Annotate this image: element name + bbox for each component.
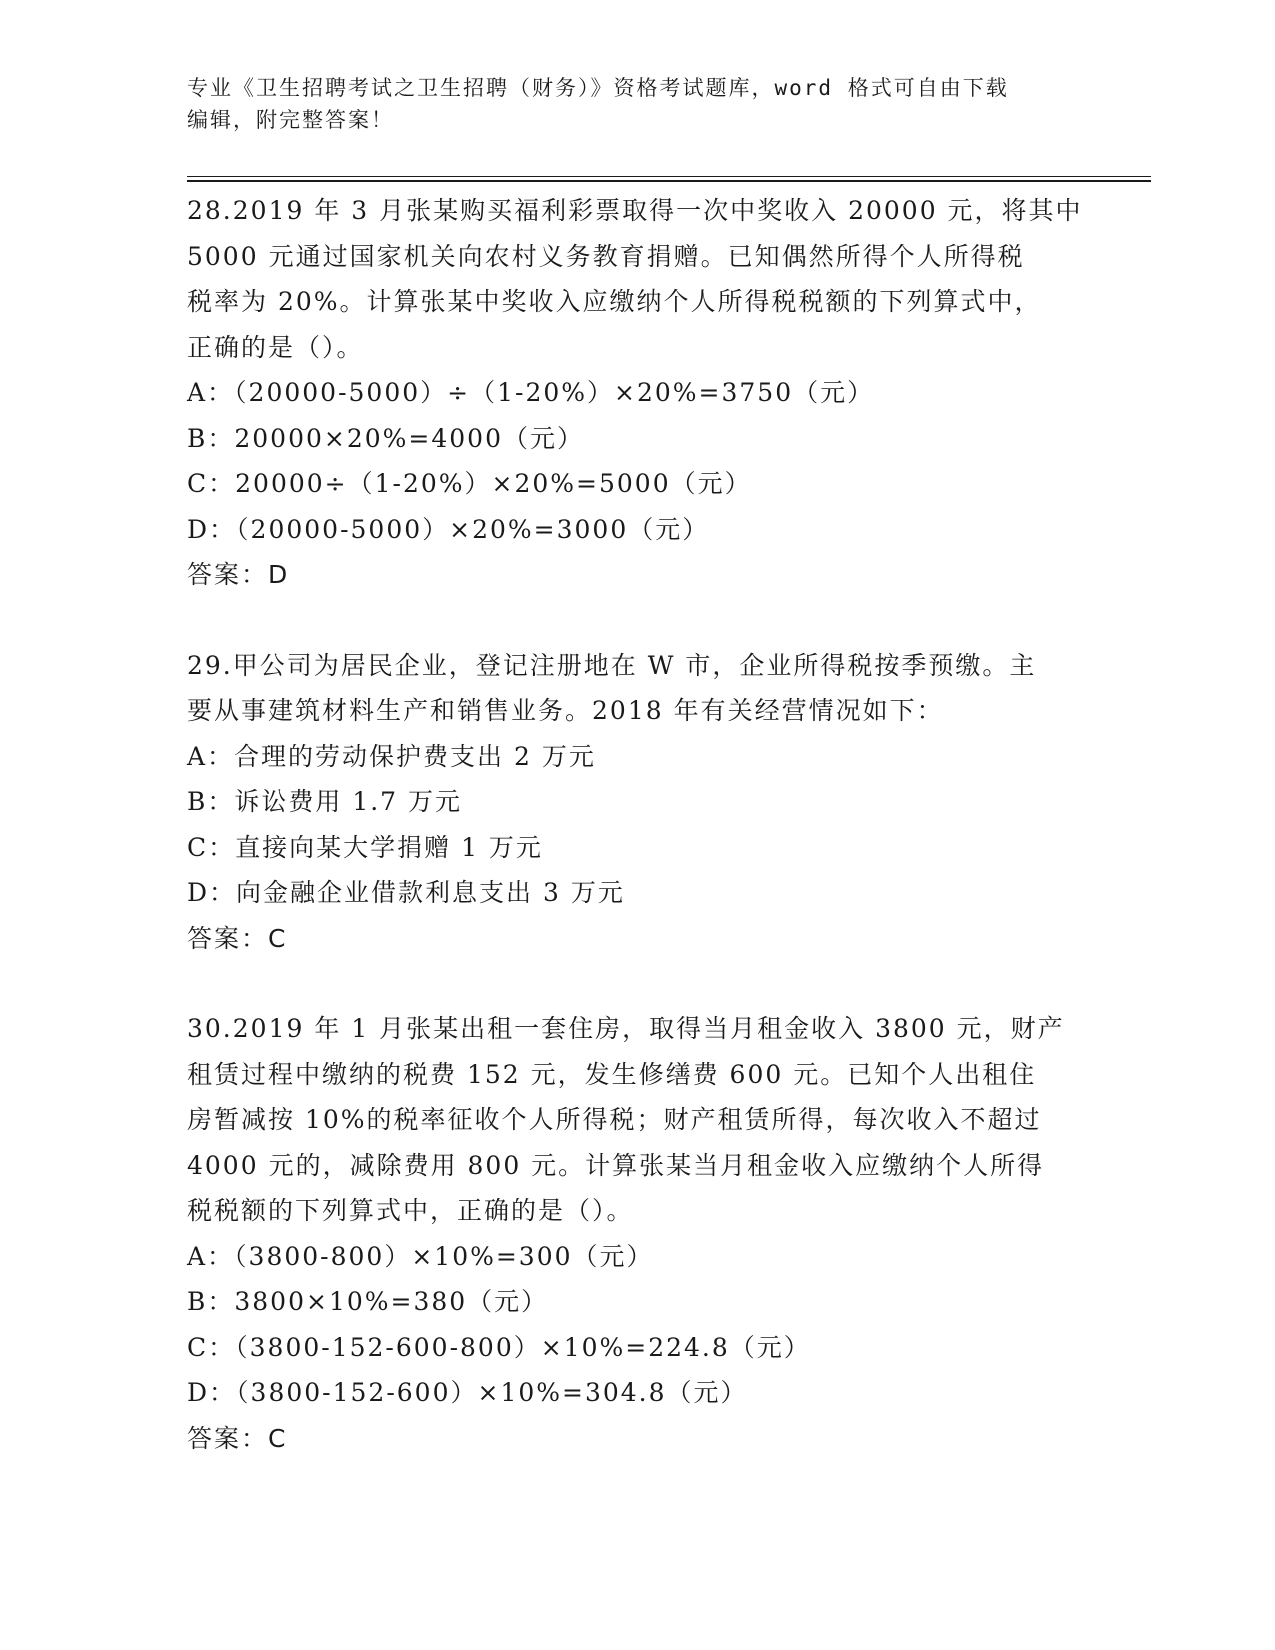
question-stem-line: 要从事建筑材料生产和销售业务。2018 年有关经营情况如下： xyxy=(187,696,944,725)
question-list xyxy=(187,188,1087,1461)
option-c: C：20000÷（1-20%）×20%=5000（元） xyxy=(187,469,752,498)
option-d: D：（20000-5000）×20%=3000（元） xyxy=(187,514,710,544)
answer-line: 答案：C xyxy=(187,1423,288,1453)
question-stem-line: 税税额的下列算式中，正确的是（）。 xyxy=(187,1196,634,1225)
header-divider-thick xyxy=(187,180,1151,182)
document-header xyxy=(187,72,1087,136)
question-stem-line: 税率为 20%。计算张某中奖收入应缴纳个人所得税税额的下列算式中， xyxy=(187,287,1042,316)
answer-line: 答案：D xyxy=(187,560,290,589)
header-line-1: 专业《卫生招聘考试之卫生招聘（财务）》资格考试题库，word 格式可自由下载 xyxy=(187,76,1009,100)
question-stem-line: 5000 元通过国家机关向农村义务教育捐赠。已知偶然所得个人所得税 xyxy=(187,241,1025,271)
question-stem-line: 28.2019 年 3 月张某购买福利彩票取得一次中奖收入 20000 元，将其中 xyxy=(187,196,1083,225)
question-stem-line: 29.甲公司为居民企业，登记注册地在 W 市，企业所得税按季预缴。主 xyxy=(187,650,1037,680)
question-block xyxy=(187,643,1087,962)
option-a: A：（3800-800）×10%=300（元） xyxy=(187,1241,654,1271)
option-a: A：（20000-5000）÷（1-20%）×20%=3750（元） xyxy=(187,378,875,407)
header-divider-thin xyxy=(187,176,1151,177)
answer-line: 答案：C xyxy=(187,923,288,953)
question-stem-line: 房暂减按 10%的税率征收个人所得税；财产租赁所得，每次收入不超过 xyxy=(187,1105,1042,1134)
question-block xyxy=(187,188,1087,598)
option-b: B：20000×20%=4000（元） xyxy=(187,423,584,453)
question-stem-line: 30.2019 年 1 月张某出租一套住房，取得当月租金收入 3800 元，财产 xyxy=(187,1014,1065,1043)
option-c: C：（3800-152-600-800）×10%=224.8（元） xyxy=(187,1332,811,1362)
question-spacer xyxy=(187,598,1087,643)
option-b: B：诉讼费用 1.7 万元 xyxy=(187,787,463,816)
question-stem-line: 4000 元的，减除费用 800 元。计算张某当月租金收入应缴纳个人所得 xyxy=(187,1150,1045,1180)
question-spacer xyxy=(187,961,1087,1006)
question-stem-line: 正确的是（）。 xyxy=(187,332,364,362)
header-line-2: 编辑，附完整答案！ xyxy=(187,108,394,132)
option-b: B：3800×10%=380（元） xyxy=(187,1287,549,1316)
question-stem-line: 租赁过程中缴纳的税费 152 元，发生修缮费 600 元。已知个人出租住 xyxy=(187,1059,1037,1089)
option-a: A：合理的劳动保护费支出 2 万元 xyxy=(187,741,596,771)
option-d: D：（3800-152-600）×10%=304.8（元） xyxy=(187,1378,748,1407)
question-block xyxy=(187,1006,1087,1461)
option-c: C：直接向某大学捐赠 1 万元 xyxy=(187,832,543,862)
option-d: D：向金融企业借款利息支出 3 万元 xyxy=(187,878,625,907)
